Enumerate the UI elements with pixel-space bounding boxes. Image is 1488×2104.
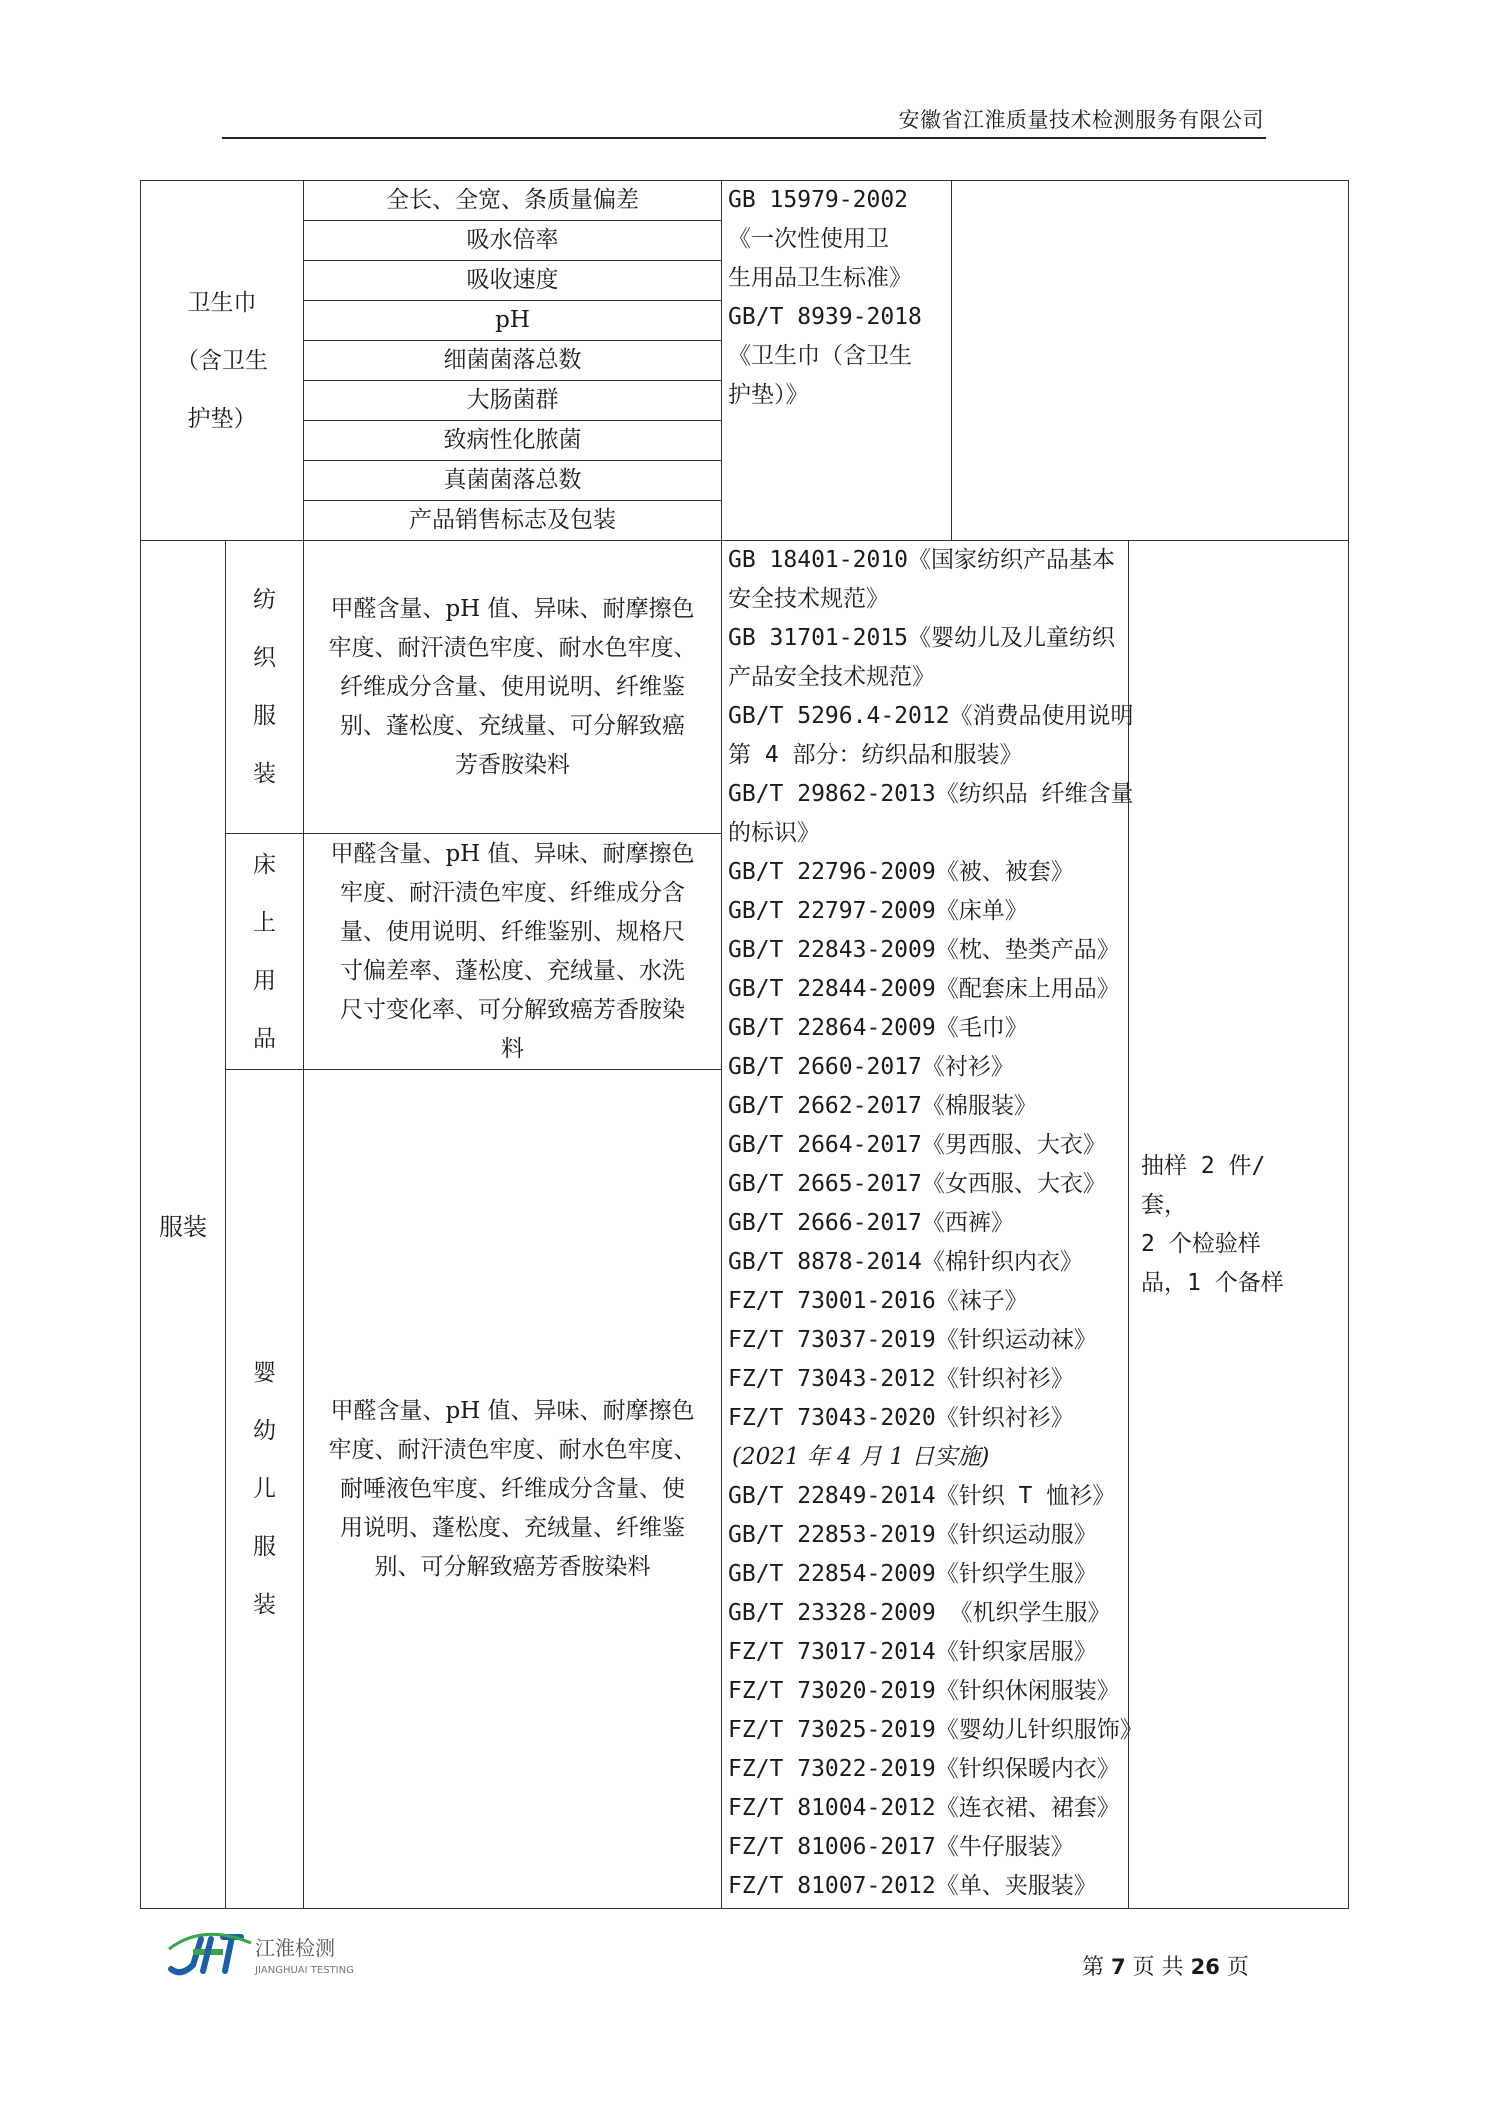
standard-line: FZ/T 73020-2019《针织休闲服装》 <box>728 1678 1120 1704</box>
sub-category-char: 服 <box>253 703 276 729</box>
standard-line: GB/T 2664-2017《男西服、大衣》 <box>728 1132 1106 1158</box>
standard-line: FZ/T 73022-2019《针织保暖内衣》 <box>728 1756 1120 1782</box>
standard-line: FZ/T 73001-2016《袜子》 <box>728 1288 1028 1314</box>
standard-line: GB/T 23328-2009 《机织学生服》 <box>728 1600 1111 1626</box>
standard-line: FZ/T 73043-2020《针织衬衫》 <box>728 1405 1074 1431</box>
standard-line: FZ/T 73037-2019《针织运动袜》 <box>728 1327 1097 1353</box>
standard-note: (2021 年 4 月 1 日实施) <box>732 1444 990 1470</box>
standard-line: GB/T 22864-2009《毛巾》 <box>728 1015 1028 1041</box>
standard-line: GB/T 22854-2009《针织学生服》 <box>728 1561 1097 1587</box>
header-company-name: 安徽省江淮质量技术检测服务有限公司 <box>898 108 1264 132</box>
sub-category-char: 床 <box>253 851 276 878</box>
sanitary-item: 致病性化脓菌 <box>304 421 722 461</box>
item-line: 耐唾液色牢度、纤维成分含量、使 <box>340 1475 685 1502</box>
item-line: 别、蓬松度、充绒量、可分解致癌 <box>340 712 685 739</box>
page-number <box>1082 1950 1249 1981</box>
standard-line: GB 31701-2015《婴幼儿及儿童纺织 <box>728 625 1116 651</box>
sanitary-standard-line: 生用品卫生标准》 <box>728 265 912 291</box>
sanitary-item: 细菌菌落总数 <box>304 341 722 381</box>
sub-category-bedding <box>226 834 304 1070</box>
sub-category-char: 用 <box>253 967 276 994</box>
item-line: 芳香胺染料 <box>455 751 570 778</box>
standard-line: GB/T 5296.4-2012《消费品使用说明 <box>728 703 1134 729</box>
clothing-standards-cell <box>722 541 1143 1909</box>
item-line: 别、可分解致癌芳香胺染料 <box>374 1553 651 1580</box>
logo-subtext: JIANGHUAI TESTING <box>255 1965 354 1976</box>
item-line: 寸偏差率、蓬松度、充绒量、水洗 <box>340 957 685 984</box>
sub-category-char: 幼 <box>253 1418 276 1444</box>
standard-line: GB 18401-2010《国家纺织产品基本 <box>728 547 1116 573</box>
standard-line: 安全技术规范》 <box>728 586 889 612</box>
sanitary-category-cell <box>141 181 304 541</box>
sub-category-infant <box>226 1070 304 1909</box>
standard-line: FZ/T 81004-2012《连衣裙、裙套》 <box>728 1795 1120 1821</box>
header-rule <box>222 137 1266 139</box>
standard-line: 产品安全技术规范》 <box>728 664 935 690</box>
sub-category-char: 婴 <box>253 1360 276 1386</box>
standard-line: FZ/T 81006-2017《牛仔服装》 <box>728 1834 1074 1860</box>
page-suffix: 页 <box>1226 1955 1249 1980</box>
sub-category-char: 品 <box>253 1025 276 1052</box>
standard-line: GB/T 22844-2009《配套床上用品》 <box>728 976 1120 1002</box>
standard-line: FZ/T 73043-2012《针织衬衫》 <box>728 1366 1074 1392</box>
inspection-table <box>140 180 1349 1909</box>
standard-line: GB/T 2665-2017《女西服、大衣》 <box>728 1171 1106 1197</box>
standard-line: GB/T 22797-2009《床单》 <box>728 898 1028 924</box>
textile-items-cell <box>304 541 722 834</box>
infant-items-cell <box>304 1070 722 1909</box>
clothing-row-textile <box>141 541 1349 834</box>
sub-category-char: 服 <box>253 1534 276 1560</box>
sanitary-item: pH <box>304 301 722 341</box>
sample-line: 套， <box>1141 1191 1187 1218</box>
sample-line: 抽样 2 件/ <box>1141 1152 1266 1179</box>
standard-line: 第 4 部分：纺织品和服装》 <box>728 742 1023 768</box>
sample-cell <box>1129 541 1349 1909</box>
standard-line: GB/T 8878-2014《棉针织内衣》 <box>728 1249 1083 1275</box>
clothing-category-cell: 服装 <box>141 541 226 1909</box>
sanitary-item: 全长、全宽、条质量偏差 <box>304 181 722 221</box>
bedding-items-cell <box>304 834 722 1070</box>
sanitary-category-line-1: 卫生巾 <box>187 289 257 316</box>
sanitary-item: 吸水倍率 <box>304 221 722 261</box>
sanitary-empty-cell <box>952 181 1349 541</box>
item-line: 甲醛含量、pH 值、异味、耐摩擦色 <box>330 840 695 867</box>
sanitary-item: 吸收速度 <box>304 261 722 301</box>
sanitary-standard-line: GB/T 8939-2018 <box>728 304 922 330</box>
item-line: 尺寸变化率、可分解致癌芳香胺染 <box>340 996 685 1023</box>
sanitary-standard-line: 《卫生巾（含卫生 <box>728 343 912 369</box>
standard-line: 的标识》 <box>728 820 820 846</box>
sanitary-standard-line: GB 15979-2002 <box>728 187 909 213</box>
sanitary-item: 真菌菌落总数 <box>304 461 722 501</box>
standard-line: GB/T 22853-2019《针织运动服》 <box>728 1522 1097 1548</box>
item-line: 牢度、耐汗渍色牢度、纤维成分含 <box>340 879 685 906</box>
standard-line: GB/T 22796-2009《被、被套》 <box>728 859 1074 885</box>
item-line: 牢度、耐汗渍色牢度、耐水色牢度、 <box>328 634 697 661</box>
sub-category-char: 装 <box>253 1592 276 1618</box>
sub-category-char: 装 <box>253 761 276 787</box>
company-logo <box>163 1925 373 1981</box>
item-line: 甲醛含量、pH 值、异味、耐摩擦色 <box>330 595 695 622</box>
standard-line: GB/T 2662-2017《棉服装》 <box>728 1093 1037 1119</box>
standard-line: GB/T 2660-2017《衬衫》 <box>728 1054 1014 1080</box>
standard-line: FZ/T 81007-2012《单、夹服装》 <box>728 1873 1097 1899</box>
sanitary-category-line-3: 护垫） <box>187 405 257 432</box>
logo-text: 江淮检测 <box>255 1936 335 1960</box>
standard-line: FZ/T 73017-2014《针织家居服》 <box>728 1639 1097 1665</box>
sanitary-row-1 <box>141 181 1349 221</box>
standard-line: FZ/T 73025-2019《婴幼儿针织服饰》 <box>728 1717 1143 1743</box>
item-line: 用说明、蓬松度、充绒量、纤维鉴 <box>340 1514 685 1541</box>
sub-category-char: 纺 <box>253 587 276 613</box>
item-line: 量、使用说明、纤维鉴别、规格尺 <box>340 918 685 945</box>
sub-category-char: 织 <box>253 645 276 671</box>
item-line: 牢度、耐汗渍色牢度、耐水色牢度、 <box>328 1436 697 1463</box>
sanitary-category-line-2: （含卫生 <box>176 347 268 374</box>
page-current: 7 <box>1111 1955 1126 1979</box>
sub-category-textile <box>226 541 304 834</box>
standard-line: GB/T 22843-2009《枕、垫类产品》 <box>728 937 1120 963</box>
page-prefix: 第 <box>1082 1955 1105 1980</box>
page-mid: 页 共 <box>1132 1955 1184 1980</box>
standard-line: GB/T 29862-2013《纺织品 纤维含量 <box>728 781 1134 807</box>
sample-line: 2 个检验样 <box>1141 1230 1261 1257</box>
sanitary-standard-line: 《一次性使用卫 <box>728 226 889 252</box>
standard-line: GB/T 22849-2014《针织 T 恤衫》 <box>728 1483 1116 1509</box>
item-line: 料 <box>501 1035 524 1062</box>
sanitary-standard-line: 护垫）》 <box>728 382 809 408</box>
sub-category-char: 儿 <box>253 1476 276 1502</box>
page-total: 26 <box>1190 1955 1220 1979</box>
sanitary-item: 大肠菌群 <box>304 381 722 421</box>
sample-line: 品，1 个备样 <box>1141 1269 1284 1296</box>
standard-line: GB/T 2666-2017《西裤》 <box>728 1210 1014 1236</box>
item-line: 甲醛含量、pH 值、异味、耐摩擦色 <box>330 1397 695 1424</box>
sanitary-standards-cell <box>722 181 952 541</box>
item-line: 纤维成分含量、使用说明、纤维鉴 <box>340 673 685 700</box>
sub-category-char: 上 <box>253 909 276 936</box>
sanitary-item: 产品销售标志及包装 <box>304 501 722 541</box>
